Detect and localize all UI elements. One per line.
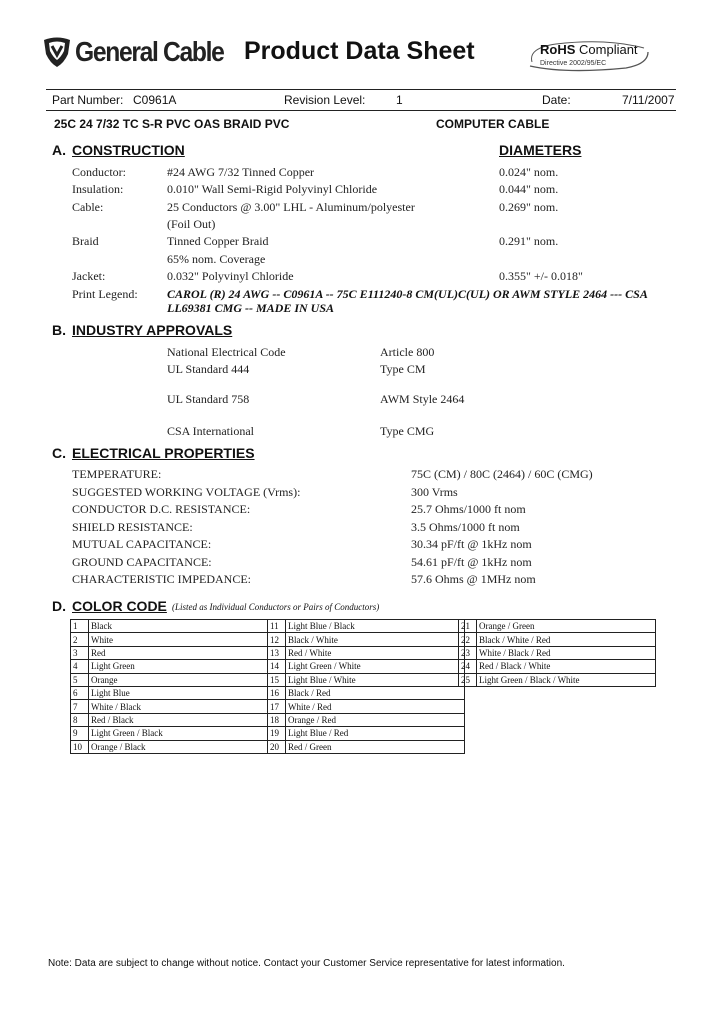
conductor-color: Red / Black	[89, 713, 268, 726]
table-row	[71, 740, 465, 753]
conductor-label: Conductor:	[72, 165, 126, 179]
ground-capacitance-value: 54.61 pF/ft @ 1kHz nom	[411, 555, 532, 569]
conductor-number: 15	[268, 673, 286, 686]
rohs-title	[540, 42, 638, 57]
conductor-number: 2	[71, 633, 89, 646]
part-number-value: C0961A	[133, 93, 177, 107]
conductor-color: White / Black	[89, 700, 268, 713]
conductor-color: White	[89, 633, 268, 646]
cable-value-line2: (Foil Out)	[167, 217, 216, 231]
conductor-number: 11	[268, 620, 286, 633]
rohs-compliant: Compliant	[579, 42, 638, 57]
conductor-number: 1	[71, 620, 89, 633]
insulation-label: Insulation:	[72, 182, 124, 196]
conductor-number: 23	[459, 646, 477, 659]
table-row	[71, 713, 465, 726]
part-number-label: Part Number:	[52, 93, 124, 107]
conductor-number: 16	[268, 686, 286, 699]
date-label: Date:	[542, 93, 571, 107]
conductor-number: 18	[268, 713, 286, 726]
cable-category: COMPUTER CABLE	[436, 117, 550, 131]
electrical-heading	[52, 445, 255, 461]
conductor-number: 22	[459, 633, 477, 646]
conductor-number: 8	[71, 713, 89, 726]
conductor-resistance-label: CONDUCTOR D.C. RESISTANCE:	[72, 502, 251, 516]
table-row	[459, 673, 656, 686]
table-row	[71, 646, 465, 659]
conductor-diameter: 0.024" nom.	[499, 165, 559, 179]
electrical-letter: C.	[52, 445, 66, 461]
date-value: 7/11/2007	[622, 93, 675, 107]
table-row	[71, 727, 465, 740]
jacket-value: 0.032" Polyvinyl Chloride	[167, 269, 294, 283]
braid-diameter: 0.291" nom.	[499, 234, 559, 248]
conductor-number: 25	[459, 673, 477, 686]
approval-csa-value: Type CMG	[380, 424, 435, 438]
impedance-value: 57.6 Ohms @ 1MHz nom	[411, 572, 536, 586]
color-code-title: COLOR CODE	[72, 598, 167, 614]
conductor-number: 9	[71, 727, 89, 740]
conductor-number: 12	[268, 633, 286, 646]
mutual-capacitance-value: 30.34 pF/ft @ 1kHz nom	[411, 537, 532, 551]
conductor-number: 14	[268, 660, 286, 673]
conductor-number: 7	[71, 700, 89, 713]
cable-label: Cable:	[72, 200, 104, 214]
logo-text: General Cable	[75, 36, 224, 67]
conductor-number: 21	[459, 620, 477, 633]
conductor-color: White / Black / Red	[477, 646, 656, 659]
color-code-table-1-20	[70, 619, 465, 754]
table-row	[71, 686, 465, 699]
voltage-label: SUGGESTED WORKING VOLTAGE (Vrms):	[72, 485, 301, 499]
print-legend-label: Print Legend:	[72, 287, 138, 301]
color-code-table-21-25	[458, 619, 656, 687]
approval-ul758-value: AWM Style 2464	[380, 392, 465, 406]
table-row	[459, 620, 656, 633]
rohs-directive: Directive 2002/95/EC	[540, 60, 607, 67]
table-row	[71, 700, 465, 713]
table-row	[71, 660, 465, 673]
conductor-color: Light Blue / Black	[286, 620, 465, 633]
color-code-table-left	[70, 619, 465, 754]
conductor-resistance-value: 25.7 Ohms/1000 ft nom	[411, 502, 526, 516]
company-logo	[42, 34, 244, 70]
conductor-number: 24	[459, 660, 477, 673]
conductor-color: Black / White / Red	[477, 633, 656, 646]
table-row	[71, 620, 465, 633]
construction-heading	[52, 142, 185, 158]
conductor-number: 6	[71, 686, 89, 699]
table-row	[459, 633, 656, 646]
conductor-number: 5	[71, 673, 89, 686]
table-row	[459, 646, 656, 659]
conductor-value: #24 AWG 7/32 Tinned Copper	[167, 165, 315, 179]
rohs-badge	[526, 40, 650, 74]
conductor-color: Orange	[89, 673, 268, 686]
conductor-number: 3	[71, 646, 89, 659]
approval-ul444-name: UL Standard 444	[167, 362, 250, 376]
jacket-diameter: 0.355" +/- 0.018"	[499, 269, 583, 283]
conductor-number: 19	[268, 727, 286, 740]
rohs-bold: RoHS	[540, 42, 576, 57]
diameters-heading	[499, 142, 581, 158]
revision-value: 1	[396, 93, 403, 107]
conductor-color: White / Red	[286, 700, 465, 713]
approvals-letter: B.	[52, 322, 66, 338]
approvals-heading	[52, 322, 233, 338]
conductor-number: 17	[268, 700, 286, 713]
conductor-color: Orange / Red	[286, 713, 465, 726]
cable-diameter: 0.269" nom.	[499, 200, 559, 214]
conductor-color: Red	[89, 646, 268, 659]
color-code-heading	[52, 598, 167, 614]
conductor-color: Red / Black / White	[477, 660, 656, 673]
conductor-color: Light Green	[89, 660, 268, 673]
conductor-number: 13	[268, 646, 286, 659]
header-rule-top	[46, 89, 676, 90]
temperature-value: 75C (CM) / 80C (2464) / 60C (CMG)	[411, 467, 593, 481]
ground-capacitance-label: GROUND CAPACITANCE:	[72, 555, 212, 569]
approval-nec-value: Article 800	[380, 345, 435, 359]
revision-label: Revision Level:	[284, 93, 366, 107]
logo-shield-icon	[42, 36, 72, 68]
conductor-color: Light Green / Black	[89, 727, 268, 740]
conductor-color: Orange / Green	[477, 620, 656, 633]
insulation-value: 0.010" Wall Semi-Rigid Polyvinyl Chloride	[167, 182, 378, 196]
conductor-color: Light Blue / White	[286, 673, 465, 686]
approval-nec-name: National Electrical Code	[167, 345, 286, 359]
construction-letter: A.	[52, 142, 66, 158]
cable-description: 25C 24 7/32 TC S-R PVC OAS BRAID PVC	[54, 117, 290, 131]
conductor-color: Light Green / Black / White	[477, 673, 656, 686]
jacket-label: Jacket:	[72, 269, 106, 283]
color-code-letter: D.	[52, 598, 66, 614]
shield-resistance-value: 3.5 Ohms/1000 ft nom	[411, 520, 520, 534]
mutual-capacitance-label: MUTUAL CAPACITANCE:	[72, 537, 212, 551]
insulation-diameter: 0.044" nom.	[499, 182, 559, 196]
table-row	[71, 633, 465, 646]
table-row	[71, 673, 465, 686]
table-row	[459, 660, 656, 673]
color-code-note: (Listed as Individual Conductors or Pairs of Conductors)	[172, 602, 380, 612]
shield-resistance-label: SHIELD RESISTANCE:	[72, 520, 193, 534]
conductor-color: Light Blue / Red	[286, 727, 465, 740]
approvals-title: INDUSTRY APPROVALS	[72, 322, 233, 338]
electrical-title: ELECTRICAL PROPERTIES	[72, 445, 255, 461]
conductor-number: 10	[71, 740, 89, 753]
braid-value-line2: 65% nom. Coverage	[167, 252, 266, 266]
conductor-number: 20	[268, 740, 286, 753]
conductor-color: Light Blue	[89, 686, 268, 699]
construction-title: CONSTRUCTION	[72, 142, 185, 158]
braid-label: Braid	[72, 234, 99, 248]
impedance-label: CHARACTERISTIC IMPEDANCE:	[72, 572, 252, 586]
conductor-color: Black	[89, 620, 268, 633]
page-title: Product Data Sheet	[244, 37, 475, 65]
voltage-value: 300 Vrms	[411, 485, 458, 499]
conductor-color: Red / Green	[286, 740, 465, 753]
diameters-title: DIAMETERS	[499, 142, 582, 158]
print-legend-text: CAROL (R) 24 AWG -- C0961A -- 75C E111240-8 CM(UL)C(UL) OR AWM STYLE 2464 --- CSA LL69381 CMG -- MADE IN USA	[167, 287, 648, 315]
cable-value: 25 Conductors @ 3.00" LHL - Aluminum/polyester	[167, 200, 415, 214]
conductor-color: Light Green / White	[286, 660, 465, 673]
conductor-color: Orange / Black	[89, 740, 268, 753]
temperature-label: TEMPERATURE:	[72, 467, 162, 481]
approval-ul444-value: Type CM	[380, 362, 426, 376]
color-code-table-right	[458, 619, 656, 687]
conductor-color: Black / Red	[286, 686, 465, 699]
footer-note: Note: Data are subject to change without notice. Contact your Customer Service representative for latest information.	[48, 958, 565, 969]
approval-ul758-name: UL Standard 758	[167, 392, 250, 406]
header-rule-bottom	[46, 110, 676, 111]
approval-csa-name: CSA International	[167, 424, 254, 438]
conductor-color: Red / White	[286, 646, 465, 659]
conductor-number: 4	[71, 660, 89, 673]
braid-value: Tinned Copper Braid	[167, 234, 269, 248]
conductor-color: Black / White	[286, 633, 465, 646]
